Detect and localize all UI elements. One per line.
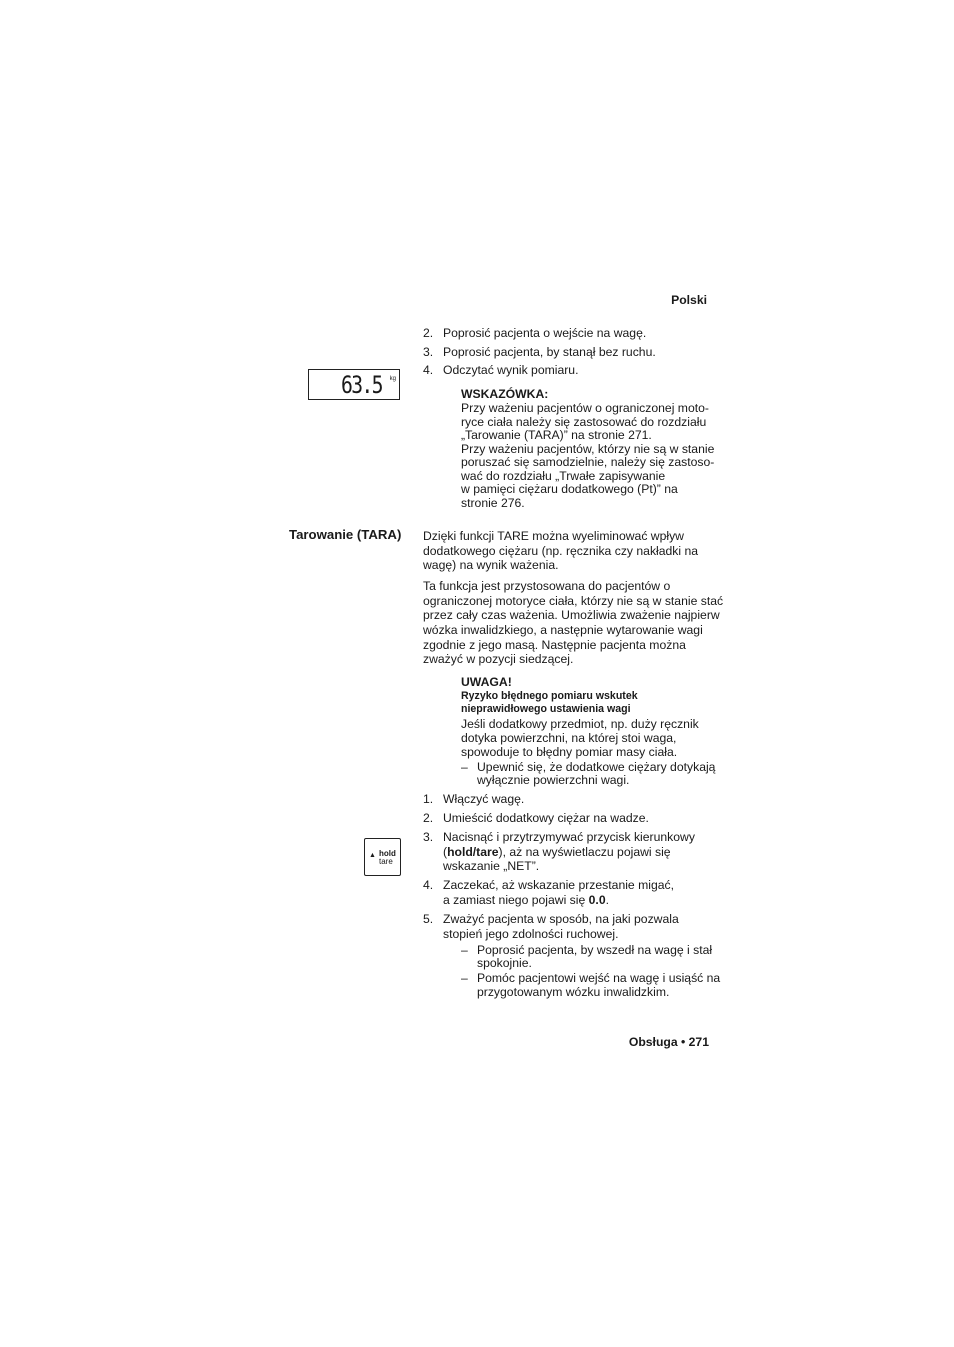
paragraph-line: Ta funkcja jest przystosowana do pacjentów o — [423, 579, 671, 593]
caution-bullet-line: wyłącznie powierzchni wagi. — [477, 773, 630, 787]
page-language-header: Polski — [671, 293, 707, 307]
hint-title: WSKAZÓWKA: — [461, 387, 549, 401]
key-label-hold: hold — [379, 849, 396, 858]
step-number: 3. — [423, 830, 434, 844]
sub-step-line: Pomóc pacjentowi wejść na wagę i usiąść na — [477, 971, 721, 985]
step-text-part: ( — [443, 845, 448, 859]
hold-tare-key-figure — [364, 838, 401, 876]
step-number: 4. — [423, 363, 434, 377]
caution-title: UWAGA! — [461, 675, 512, 689]
step-text: Umieścić dodatkowy ciężar na wadze. — [443, 811, 649, 825]
step-number: 5. — [423, 912, 434, 926]
caution-body-line: dotyka powierzchni, na której stoi waga, — [461, 731, 677, 745]
step-text-part: ), aż na wyświetlaczu pojawi się — [498, 845, 671, 859]
hint-line: „Tarowanie (TARA)” na stronie 271. — [461, 428, 652, 442]
step-text: wskazanie „NET”. — [443, 859, 540, 873]
hold-tare-key-name: hold/tare — [447, 845, 499, 859]
paragraph-line: zważyć w pozycji siedzącej. — [423, 652, 574, 666]
paragraph-line: wózka inwalidzkiego, a następnie wytarowanie wagi — [423, 623, 703, 637]
paragraph-line: dodatkowego ciężaru (np. ręcznika czy nakładki na — [423, 544, 699, 558]
caution-subtitle: Ryzyko błędnego pomiaru wskutek — [461, 690, 638, 702]
hint-line: w pamięci ciężaru dodatkowego (Pt)” na — [461, 482, 678, 496]
step-text-part: . — [605, 893, 609, 907]
arrow-up-icon: ▲ — [369, 852, 376, 859]
hint-line: Przy ważeniu pacjentów o ograniczonej moto- — [461, 401, 709, 415]
display-unit: kg — [389, 376, 396, 382]
paragraph-line: zgodnie z jego masą. Następnie pacjenta można — [423, 638, 686, 652]
hint-line: stronie 276. — [461, 496, 525, 510]
step-number: 2. — [423, 811, 434, 825]
caution-body-line: Jeśli dodatkowy przedmiot, np. duży ręcznik — [461, 717, 699, 731]
paragraph-line: przez cały czas ważenia. Umożliwia zważenie najpierw — [423, 608, 720, 622]
page-footer: Obsługa • 271 — [628, 1035, 709, 1049]
step-text: Zaczekać, aż wskazanie przestanie migać, — [443, 878, 674, 892]
step-number: 2. — [423, 326, 434, 340]
step-text: Poprosić pacjenta, by stanął bez ruchu. — [443, 345, 656, 359]
scale-display-figure — [308, 369, 400, 400]
step-text: Nacisnąć i przytrzymywać przycisk kierunkowy — [443, 830, 695, 844]
paragraph-line: ograniczonej motoryce ciała, którzy nie są w stanie stać — [423, 594, 724, 608]
step-text-part: a zamiast niego pojawi się — [443, 893, 589, 907]
sub-step-line: spokojnie. — [477, 956, 532, 970]
display-reading: 63.5 — [341, 371, 382, 399]
bullet-dash: – — [461, 760, 468, 774]
paragraph-line: Dzięki funkcji TARE można wyeliminować wpływ — [423, 529, 684, 543]
step-text: Poprosić pacjenta o wejście na wagę. — [443, 326, 647, 340]
caution-subtitle: nieprawidłowego ustawienia wagi — [461, 703, 631, 715]
step-text: Odczytać wynik pomiaru. — [443, 363, 579, 377]
step-number: 3. — [423, 345, 434, 359]
step-text: Włączyć wagę. — [443, 792, 525, 806]
sub-step-line: Poprosić pacjenta, by wszedł na wagę i stał — [477, 943, 713, 957]
hint-line: Przy ważeniu pacjentów, którzy nie są w stanie — [461, 442, 715, 456]
step-text — [443, 893, 609, 908]
step-text: stopień jego zdolności ruchowej. — [443, 927, 619, 941]
step-number: 4. — [423, 878, 434, 892]
caution-bullet-line: Upewnić się, że dodatkowe ciężary dotykają — [477, 760, 716, 774]
zero-reading: 0.0 — [588, 893, 606, 907]
hint-line: ryce ciała należy się zastosować do rozdziału — [461, 415, 707, 429]
step-text: Zważyć pacjenta w sposób, na jaki pozwala — [443, 912, 679, 926]
key-label-tare: tare — [379, 857, 393, 866]
hint-line: poruszać się samodzielnie, należy się zastoso- — [461, 455, 715, 469]
section-heading: Tarowanie (TARA) — [289, 527, 402, 542]
step-number: 1. — [423, 792, 434, 806]
bullet-dash: – — [461, 943, 468, 957]
hint-line: wać do rozdziału „Trwałe zapisywanie — [461, 469, 666, 483]
paragraph-line: wagę) na wynik ważenia. — [423, 558, 559, 572]
bullet-dash: – — [461, 971, 468, 985]
step-text — [443, 845, 671, 860]
caution-body-line: spowoduje to błędny pomiar masy ciała. — [461, 745, 678, 759]
sub-step-line: przygotowanym wózku inwalidzkim. — [477, 985, 670, 999]
